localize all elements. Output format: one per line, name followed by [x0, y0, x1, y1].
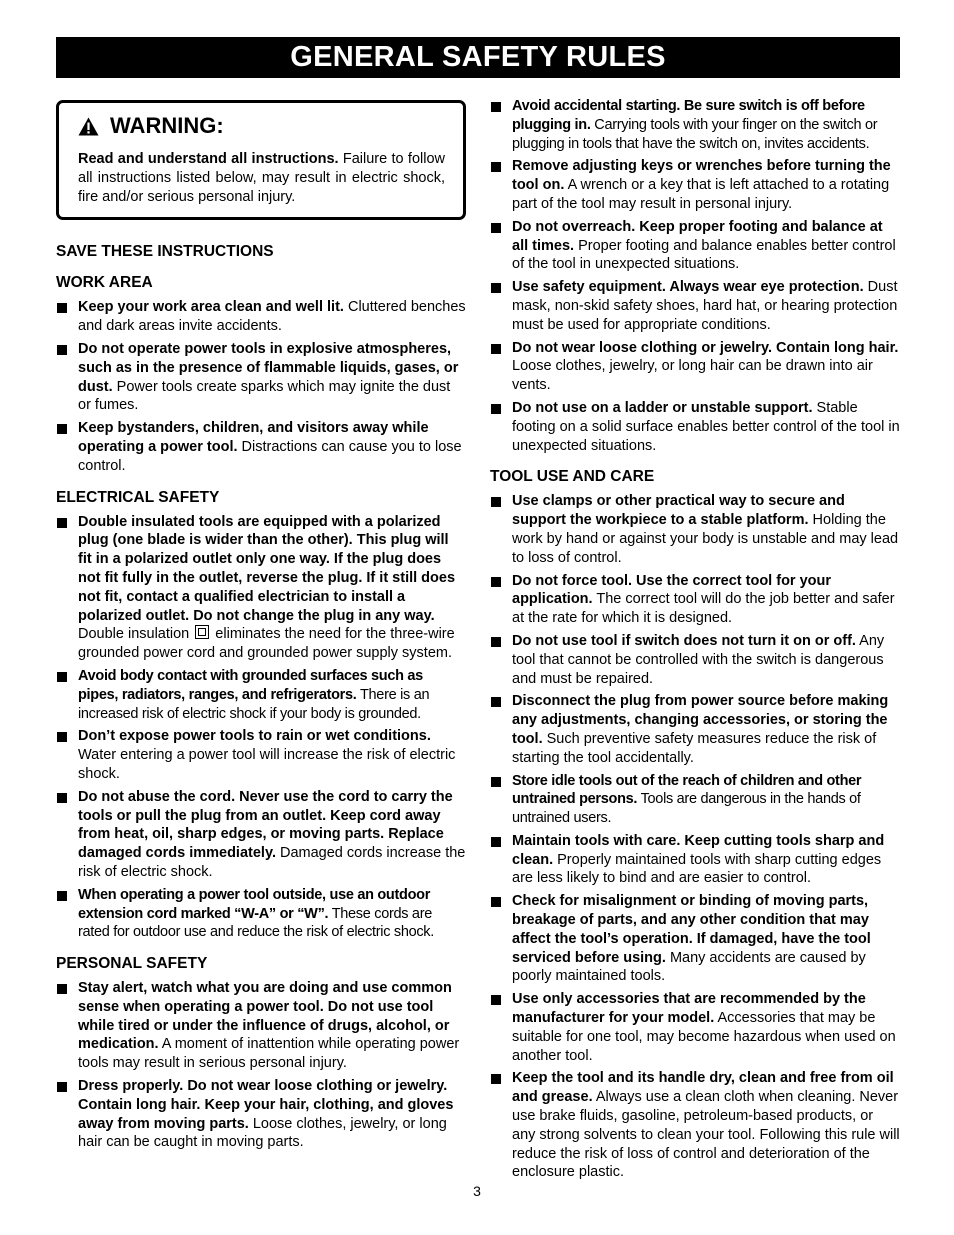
item-text: Double insulation — [78, 626, 190, 643]
item-text: Power tools create sparks which may ignite the dust or fumes. — [78, 378, 451, 414]
item-bold: Keep bystanders, children, and visitors away while operating a power tool. — [78, 420, 429, 455]
bullet-square-icon — [491, 577, 501, 587]
list-item — [490, 339, 900, 395]
double-insulation-icon — [195, 625, 209, 639]
item-text: Carrying tools with your finger on the switch or plugging in tools that have the switch on, invites accidents. — [512, 116, 878, 152]
section-work-area — [56, 273, 466, 475]
item-text: Properly maintained tools with sharp cutting edges are less likely to bind and are easier to control. — [512, 851, 882, 887]
item-text: Dust mask, non-skid safety shoes, hard hat, or hearing protection must be used for appropriate conditions. — [512, 279, 898, 333]
warning-body: Failure to follow all instructions listed below, may result in electric shock, fire and/or serious personal injury. — [78, 151, 445, 205]
list-item — [490, 157, 900, 213]
item-text: Loose clothes, jewelry, or long hair can be caught in moving parts. — [78, 1115, 447, 1151]
list-item — [56, 667, 466, 723]
list-item — [56, 1077, 466, 1152]
bullet-square-icon — [491, 102, 501, 112]
item-text: Holding the work by hand or against your body is unstable and may lead to loss of control. — [512, 512, 899, 566]
list-item — [490, 692, 900, 767]
bullet-square-icon — [57, 303, 67, 313]
section-heading: TOOL USE AND CARE — [490, 468, 655, 486]
list-item — [490, 218, 900, 274]
item-bold: Use safety equipment. Always wear eye protection. — [512, 279, 864, 296]
list-item — [56, 886, 466, 942]
item-bold: Avoid body contact with grounded surfaces such as pipes, radiators, ranges, and refrigerators. — [78, 667, 423, 703]
item-text: Many accidents are caused by poorly maintained tools. — [512, 949, 866, 985]
list-item — [56, 419, 466, 475]
bullet-square-icon — [57, 1082, 67, 1092]
bullet-square-icon — [491, 1074, 501, 1084]
item-text: Distractions can cause you to lose control. — [78, 438, 462, 474]
bullet-square-icon — [57, 793, 67, 803]
item-bold: Do not abuse the cord. Never use the cord to carry the tools or pull the plug from an outlet. Keep cord away from heat, oil, sharp edges, or moving parts. Replace damaged cords immediately. — [78, 788, 453, 862]
list-item — [490, 278, 900, 334]
item-text: eliminates the need for the three-wire grounded power cord and grounded power supply system. — [78, 626, 455, 662]
item-text: Loose clothes, jewelry, or long hair can be drawn into air vents. — [512, 358, 873, 394]
page-title: GENERAL SAFETY RULES — [56, 37, 900, 78]
item-bold: Maintain tools with care. Keep cutting tools sharp and clean. — [512, 832, 885, 868]
bullet-square-icon — [491, 344, 501, 354]
section-tool-use-and-care — [490, 467, 900, 1182]
bullet-square-icon — [491, 995, 501, 1005]
list-item — [56, 513, 466, 663]
list-item — [490, 399, 900, 455]
list-item — [56, 727, 466, 783]
list-item — [490, 892, 900, 986]
bullet-square-icon — [491, 637, 501, 647]
warning-text — [78, 150, 445, 206]
list-item — [490, 97, 900, 153]
item-bold: Double insulated tools are equipped with a polarized plug (one blade is wider than the other). This plug will fit in a polarized outlet only one way. If the plug does not fit fully in the outlet, reverse the plug. If it still does not fit, contact a qualified electrician to install a polarized outlet. Do not change the plug in any way. — [78, 513, 456, 624]
item-text: Accessories that may be suitable for one tool, may become hazardous when used on another tool. — [512, 1010, 896, 1064]
warning-heading-text: WARNING: — [110, 113, 224, 138]
item-bold: Avoid accidental starting. Be sure switch is off before plugging in. — [512, 98, 865, 133]
bullet-square-icon — [57, 518, 67, 528]
item-bold: Stay alert, watch what you are doing and use common sense when operating a power tool. Do not use tool while tired or under the influence of drugs, alcohol, or medication. — [78, 980, 452, 1053]
item-text: Cluttered benches and dark areas invite accidents. — [78, 299, 466, 335]
bullet-square-icon — [57, 672, 67, 682]
list-item — [56, 788, 466, 882]
item-text: Always use a clean cloth when cleaning. Never use brake fluids, gasoline, petroleum-based products, or any strong solvents to clean your tool. Following this rule will reduce the risk of loss of control and deterioration of the enclosure plastic. — [512, 1089, 900, 1181]
bullet-square-icon — [491, 223, 501, 233]
list-item — [490, 1069, 900, 1182]
item-bold: Remove adjusting keys or wrenches before turning the tool on. — [512, 158, 891, 194]
list-item — [490, 772, 900, 828]
section-heading: PERSONAL SAFETY — [56, 955, 208, 973]
item-bold: When operating a power tool outside, use an outdoor extension cord marked “W-A” or “W”. — [78, 886, 431, 922]
item-bold: Keep your work area clean and well lit. — [78, 299, 344, 316]
item-text: There is an increased risk of electric shock if your body is grounded. — [78, 686, 430, 722]
page-number: 3 — [473, 1183, 481, 1199]
section-personal-safety — [56, 954, 466, 1152]
bullet-square-icon — [57, 424, 67, 434]
bullet-square-icon — [491, 404, 501, 414]
item-text: A wrench or a key that is left attached to a rotating part of the tool may result in personal injury. — [512, 177, 890, 212]
item-bold: Keep the tool and its handle dry, clean and free from oil and grease. — [512, 1070, 894, 1106]
bullet-square-icon — [57, 345, 67, 355]
bullet-square-icon — [491, 283, 501, 293]
item-text: Damaged cords increase the risk of electric shock. — [78, 845, 466, 880]
list-item — [490, 492, 900, 567]
warning-bold: Read and understand all instructions. — [78, 151, 339, 167]
warning-box — [56, 100, 466, 220]
warning-heading — [78, 113, 445, 139]
item-text: These cords are rated for outdoor use and reduce the risk of electric shock. — [78, 905, 434, 941]
warning-triangle-icon — [78, 117, 99, 136]
item-text: Proper footing and balance enables better control of the tool in unexpected situations. — [512, 237, 896, 273]
list-item — [56, 298, 466, 336]
section-heading: WORK AREA — [56, 274, 153, 292]
list-item — [490, 572, 900, 628]
item-text: Water entering a power tool will increase the risk of electric shock. — [78, 747, 456, 782]
section-electrical-safety — [56, 488, 466, 943]
bullet-square-icon — [57, 891, 67, 901]
right-column — [490, 97, 900, 1186]
bullet-square-icon — [491, 777, 501, 787]
item-text: Stable footing on a solid surface enables better control of the tool in unexpected situations. — [512, 399, 900, 454]
bullet-square-icon — [491, 697, 501, 707]
item-text: Tools are dangerous in the hands of untrained users. — [512, 791, 861, 827]
bullet-square-icon — [491, 897, 501, 907]
section-heading: ELECTRICAL SAFETY — [56, 488, 220, 506]
item-bold: Do not overreach. Keep proper footing and balance at all times. — [512, 218, 883, 254]
item-bold: Do not use on a ladder or unstable support. — [512, 399, 813, 416]
bullet-square-icon — [491, 837, 501, 847]
item-bold: Use only accessories that are recommended by the manufacturer for your model. — [512, 991, 866, 1027]
item-text: Any tool that cannot be controlled with the switch is dangerous and must be repaired. — [512, 632, 885, 687]
item-bold: Do not operate power tools in explosive atmospheres, such as in the presence of flammable liquids, gases, or dust. — [78, 340, 459, 395]
item-text: Such preventive safety measures reduce the risk of starting the tool accidentally. — [512, 730, 877, 766]
list-item — [490, 990, 900, 1065]
item-text: The correct tool will do the job better and safer at the rate for which it is designed. — [512, 591, 895, 627]
list-item — [56, 340, 466, 415]
list-item — [490, 632, 900, 688]
item-bold: Do not force tool. Use the correct tool for your application. — [512, 572, 832, 608]
bullet-square-icon — [57, 732, 67, 742]
save-instructions-heading: SAVE THESE INSTRUCTIONS — [56, 243, 274, 261]
item-text: A moment of inattention while operating power tools may result in serious personal injury. — [78, 1036, 460, 1072]
bullet-square-icon — [491, 162, 501, 172]
item-bold: Check for misalignment or binding of moving parts, breakage of parts, and any other condition that may affect the tool’s operation. If damaged, have the tool serviced before using. — [512, 893, 871, 966]
bullet-square-icon — [491, 497, 501, 507]
item-bold: Don’t expose power tools to rain or wet conditions. — [78, 728, 431, 745]
list-item — [56, 979, 466, 1073]
item-bold: Disconnect the plug from power source before making any adjustments, changing accessories, or storing the tool. — [512, 693, 889, 747]
left-column — [56, 100, 466, 1156]
list-item — [490, 832, 900, 888]
item-bold: Use clamps or other practical way to secure and support the workpiece to a stable platform. — [512, 493, 845, 529]
item-bold: Do not use tool if switch does not turn it on or off. — [512, 632, 856, 649]
bullet-square-icon — [57, 984, 67, 994]
item-bold: Do not wear loose clothing or jewelry. Contain long hair. — [512, 339, 899, 356]
item-bold: Dress properly. Do not wear loose clothing or jewelry. Contain long hair. Keep your hair, clothing, and gloves away from moving parts. — [78, 1078, 454, 1132]
item-bold: Store idle tools out of the reach of children and other untrained persons. — [512, 772, 862, 808]
